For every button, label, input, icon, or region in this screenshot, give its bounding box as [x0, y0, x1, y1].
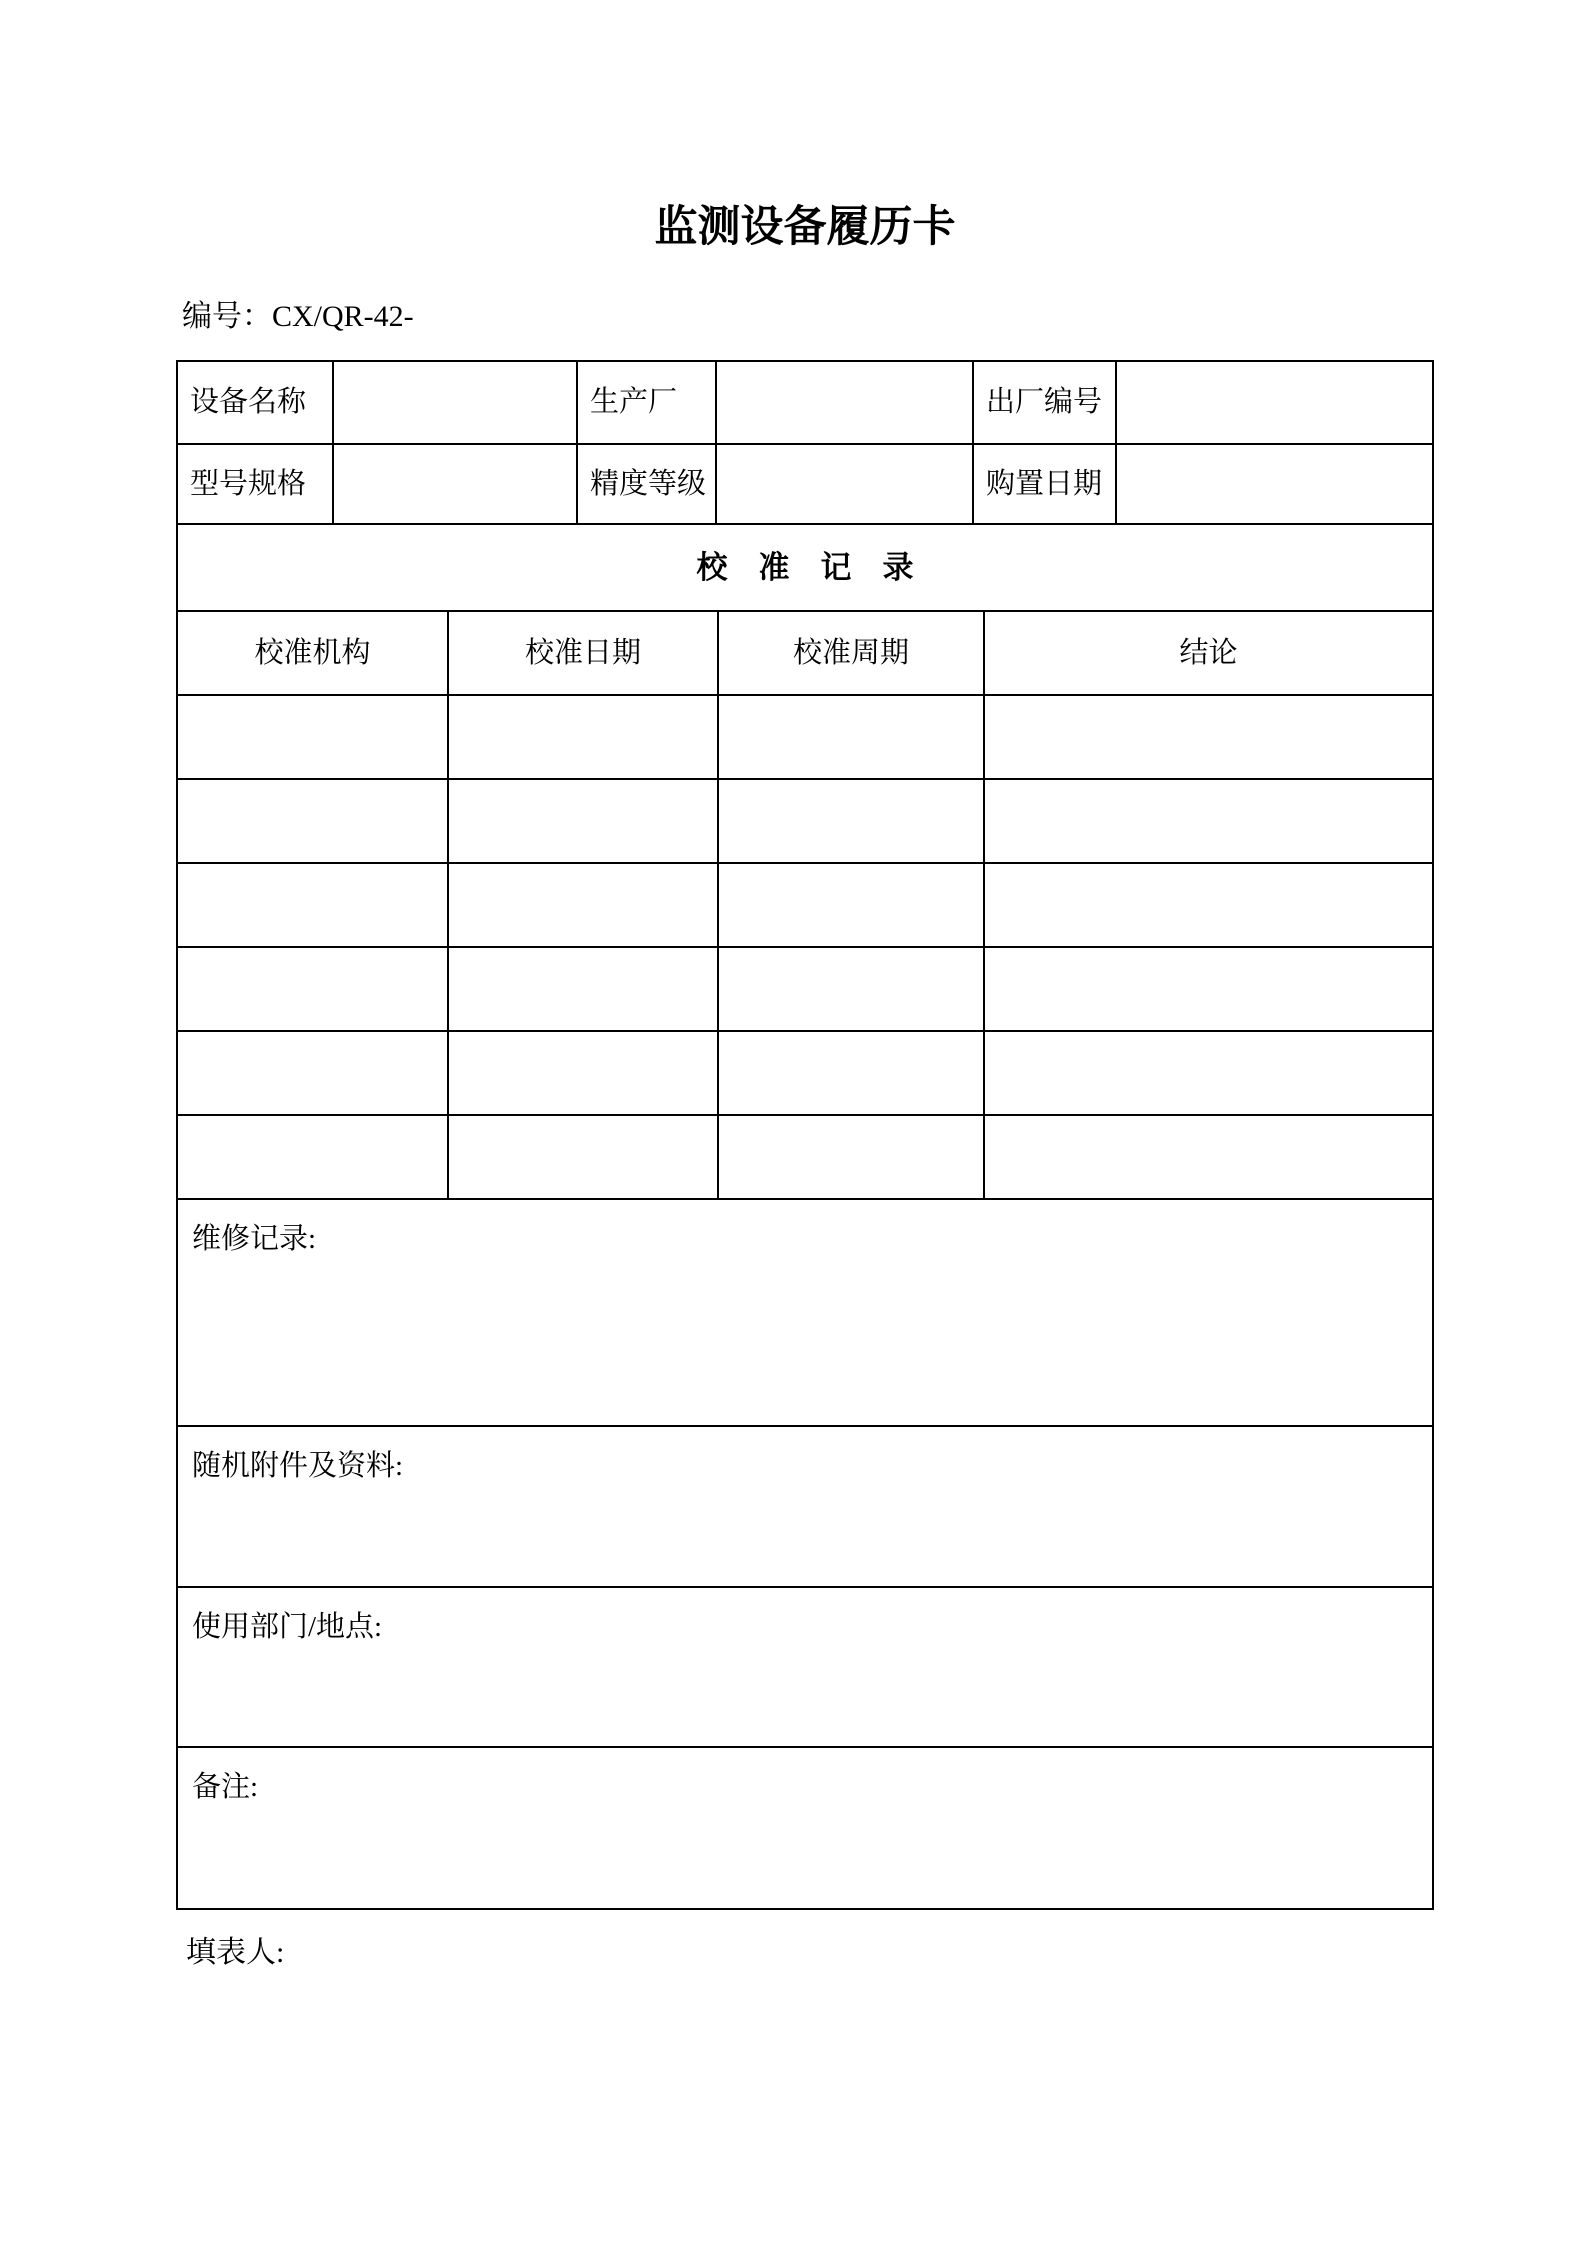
calibration-section-row [178, 523, 1432, 610]
calibration-empty-cell [447, 1116, 717, 1198]
device-name-label: 设备名称 [190, 386, 307, 419]
calibration-empty-cell [983, 696, 1432, 778]
calibration-header-row [178, 610, 1432, 694]
calibration-empty-cell [983, 1032, 1432, 1114]
calibration-empty-cell [447, 780, 717, 862]
usage-department-section [178, 1586, 1432, 1746]
purchase-date-value-cell [1115, 445, 1432, 523]
calibration-empty-cell [717, 948, 983, 1030]
calibration-empty-row [178, 694, 1432, 778]
equipment-history-table [176, 360, 1434, 1910]
factory-number-value-cell [1115, 362, 1432, 443]
form-filler-label: 填表人: [186, 1936, 285, 1970]
calibration-empty-cell [447, 864, 717, 946]
doc-number: 编号：CX/QR-42- [182, 299, 414, 333]
calibration-empty-cell [983, 948, 1432, 1030]
accuracy-grade-label: 精度等级 [576, 445, 715, 523]
remarks-section [178, 1746, 1432, 1908]
purchase-date-label: 购置日期 [972, 445, 1115, 523]
calibration-empty-cell [983, 1116, 1432, 1198]
calibration-empty-cell [717, 780, 983, 862]
calibration-empty-cell [178, 696, 447, 778]
calibration-empty-cell [717, 696, 983, 778]
calibration-section-title: 校 准 记 录 [696, 550, 914, 585]
calibration-header-cycle: 校准周期 [717, 612, 983, 694]
factory-number-label: 出厂编号 [972, 362, 1115, 443]
model-spec-label: 型号规格 [190, 467, 307, 500]
model-spec-value-cell [332, 445, 576, 523]
usage-department-label: 使用部门/地点: [192, 1611, 383, 1644]
calibration-empty-cell [178, 1116, 447, 1198]
calibration-empty-cell [717, 864, 983, 946]
calibration-empty-row [178, 1114, 1432, 1198]
attachments-section [178, 1425, 1432, 1586]
info-row-2 [178, 443, 1432, 523]
calibration-empty-cell [983, 864, 1432, 946]
calibration-empty-cell [178, 948, 447, 1030]
calibration-empty-cell [178, 1032, 447, 1114]
attachments-label: 随机附件及资料: [192, 1450, 404, 1483]
manufacturer-label: 生产厂 [576, 362, 715, 443]
calibration-empty-row [178, 946, 1432, 1030]
calibration-header-date: 校准日期 [447, 612, 717, 694]
repair-record-label: 维修记录: [192, 1223, 317, 1256]
calibration-empty-row [178, 1030, 1432, 1114]
remarks-label: 备注: [192, 1771, 259, 1804]
calibration-empty-cell [447, 948, 717, 1030]
calibration-empty-cell [178, 864, 447, 946]
repair-record-section [178, 1198, 1432, 1425]
page-title: 监测设备履历卡 [654, 203, 956, 251]
calibration-empty-cell [447, 1032, 717, 1114]
device-name-value-cell [332, 362, 576, 443]
manufacturer-value-cell [715, 362, 972, 443]
calibration-empty-row [178, 778, 1432, 862]
calibration-header-conclusion: 结论 [983, 612, 1432, 694]
calibration-empty-cell [983, 780, 1432, 862]
calibration-empty-cell [717, 1032, 983, 1114]
calibration-empty-row [178, 862, 1432, 946]
calibration-empty-cell [178, 780, 447, 862]
info-row-1 [178, 362, 1432, 443]
calibration-header-agency: 校准机构 [254, 636, 371, 669]
calibration-empty-cell [717, 1116, 983, 1198]
accuracy-grade-value-cell [715, 445, 972, 523]
calibration-empty-cell [447, 696, 717, 778]
